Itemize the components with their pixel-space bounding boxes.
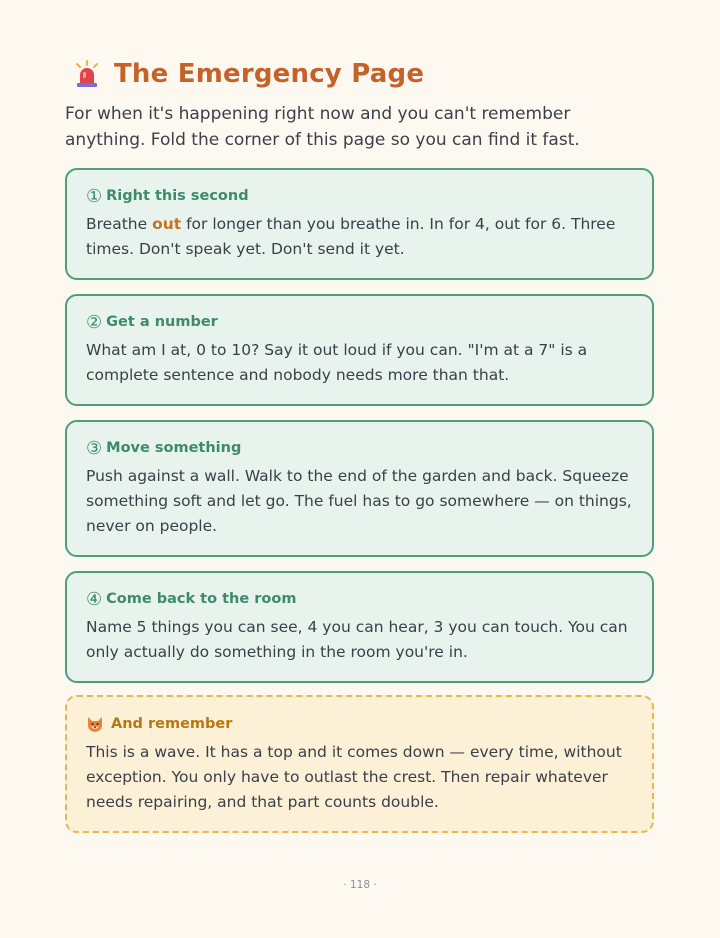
steps-list: [65, 168, 654, 683]
intro-text: For when it's happening right now and you can't remember anything. Fold the corner of this page so you can find it fast.: [65, 104, 580, 150]
title-row: [72, 54, 654, 94]
step-heading: [86, 184, 633, 208]
step-card-2: [65, 294, 654, 406]
step-title: Come back to the room: [106, 591, 297, 607]
step-body: Push against a wall. Walk to the end of the garden and back. Squeeze something soft and let go. The fuel has to go somewhere — on things, never on people.: [86, 467, 632, 535]
emergency-page: [65, 54, 654, 833]
step-body: Name 5 things you can see, 4 you can hear, 3 you can touch. You can only actually do something in the room you're in.: [86, 618, 628, 661]
step-title: Get a number: [106, 314, 218, 330]
remember-note: [65, 695, 654, 833]
step-number: ③: [86, 437, 103, 459]
step-heading: [86, 587, 633, 611]
step-card-4: [65, 571, 654, 683]
step-number: ④: [86, 588, 103, 610]
step-card-1: [65, 168, 654, 280]
step-number: ①: [86, 185, 103, 207]
page-title: The Emergency Page: [114, 59, 425, 89]
note-heading: [86, 712, 633, 736]
fox-icon: [86, 715, 104, 733]
step-card-3: [65, 420, 654, 557]
step-number: ②: [86, 311, 103, 333]
step-body-end: for longer than you breathe in. In for 4, out for 6. Three times. Don't speak yet. Don't send it yet.: [86, 215, 616, 258]
step-heading: [86, 310, 633, 334]
highlight-word: out: [152, 215, 182, 233]
step-title: Right this second: [106, 188, 249, 204]
note-body: This is a wave. It has a top and it comes down — every time, without exception. You only have to outlast the crest. Then repair whatever needs repairing, and that part counts double.: [86, 743, 622, 811]
step-heading: [86, 436, 633, 460]
note-title: And remember: [111, 716, 233, 732]
step-body: What am I at, 0 to 10? Say it out loud if you can. "I'm at a 7" is a complete sentence and nobody needs more than that.: [86, 341, 588, 384]
step-body: [86, 212, 633, 262]
step-body-start: Breathe: [86, 215, 153, 233]
siren-icon: [72, 59, 102, 89]
page-number: · 118 ·: [343, 879, 377, 891]
step-title: Move something: [106, 440, 242, 456]
